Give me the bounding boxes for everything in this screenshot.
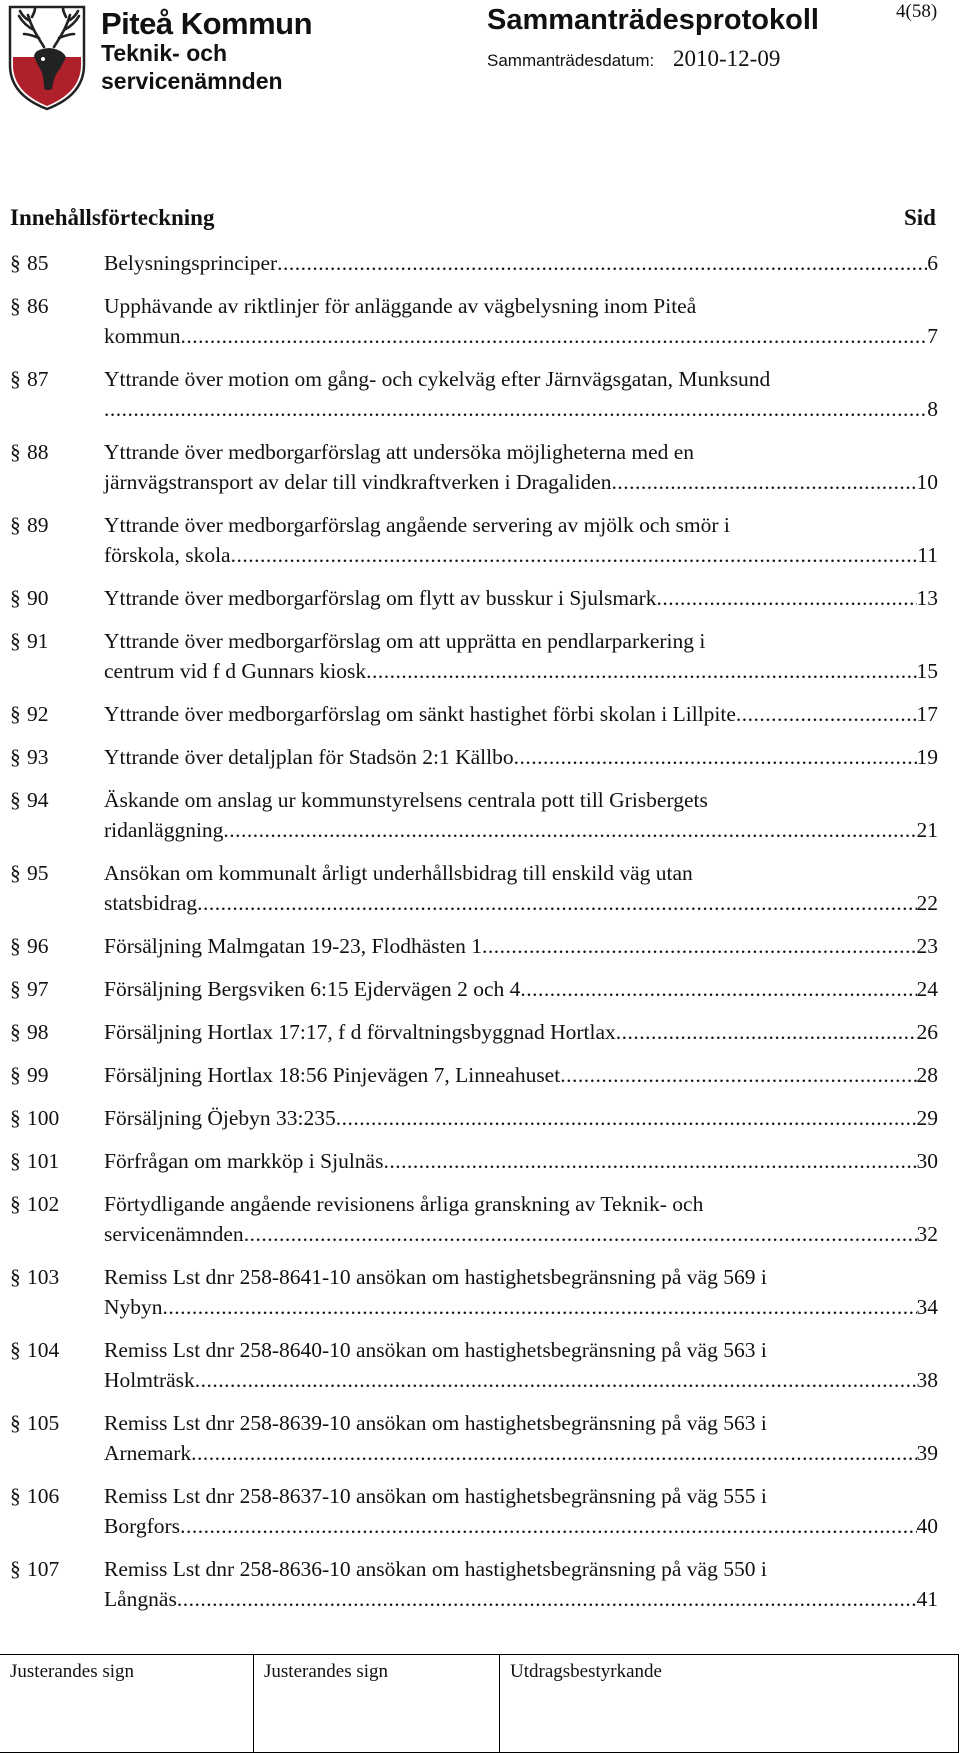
toc-entry-number: 99 [27,1063,49,1087]
toc-entry-title-line: Remiss Lst dnr 258-8639-10 ansökan om hastighetsbegränsning på väg 563 i [104,1411,767,1435]
dot-leader [514,742,917,772]
toc-entry-number: 101 [27,1149,60,1173]
toc-entry-page: 41 [916,1587,938,1611]
toc-entry[interactable] [0,1262,960,1322]
toc-entry-title: Förfrågan om markköp i Sjulnäs [104,1149,384,1173]
toc-entry-number: 92 [27,702,49,726]
toc-page-column-label: Sid [904,205,936,230]
toc-entry[interactable] [0,364,960,424]
toc-entry-title-line: Remiss Lst dnr 258-8641-10 ansökan om hastighetsbegränsning på väg 569 i [104,1265,767,1289]
toc-entry[interactable] [0,248,960,278]
toc-entry[interactable] [0,931,960,961]
dot-leader [611,467,916,497]
toc-entry[interactable] [0,1554,960,1614]
dot-leader [231,540,918,570]
dot-leader [366,656,916,686]
toc-entry-title: Försäljning Hortlax 18:56 Pinjevägen 7, Linneahuset [104,1063,561,1087]
dot-leader [180,1511,916,1541]
reindeer-coat-of-arms-icon [4,3,90,111]
toc-entry-title: servicenämnden [104,1222,244,1246]
toc-entry-number: 105 [27,1411,60,1435]
toc-entry[interactable] [0,510,960,570]
section-symbol: § [10,440,21,464]
toc-entry[interactable] [0,699,960,729]
toc-entry-page: 29 [916,1106,938,1130]
toc-entry-number: 98 [27,1020,49,1044]
meeting-date-label: Sammanträdesdatum: [487,51,655,70]
toc-entry-title: Försäljning Öjebyn 33:235 [104,1106,336,1130]
toc-entry-page: 19 [916,745,938,769]
toc-entry[interactable] [0,1408,960,1468]
toc-entry-title-line: Remiss Lst dnr 258-8636-10 ansökan om hastighetsbegränsning på väg 550 i [104,1557,767,1581]
toc-entry-title: Belysningsprinciper [104,251,278,275]
section-symbol: § [10,977,21,1001]
dot-leader [520,974,916,1004]
dot-leader [223,815,916,845]
toc-entry-title: Yttrande över detaljplan för Stadsön 2:1 Källbo [104,745,514,769]
toc-entry-title-line: Remiss Lst dnr 258-8637-10 ansökan om hastighetsbegränsning på väg 555 i [104,1484,767,1508]
toc-entry-page: 23 [916,934,938,958]
toc-entry-title: centrum vid f d Gunnars kiosk [104,659,367,683]
dot-leader [616,1017,917,1047]
toc-entry[interactable] [0,785,960,845]
dot-leader [177,1584,917,1614]
footer-cell-utdragsbestyrkande [500,1655,958,1752]
section-symbol: § [10,861,21,885]
toc-entry-page: 8 [927,397,938,421]
toc-entry-title: Försäljning Hortlax 17:17, f d förvaltningsbyggnad Hortlax [104,1020,616,1044]
section-symbol: § [10,1106,21,1130]
section-symbol: § [10,513,21,537]
toc-entry-title: järnvägstransport av delar till vindkraftverken i Dragaliden [104,470,612,494]
dot-leader [736,699,917,729]
toc-entry-number: 106 [27,1484,60,1508]
toc-entry[interactable] [0,1189,960,1249]
toc-entry-number: 103 [27,1265,60,1289]
toc-entry-page: 21 [916,818,938,842]
toc-entry-title: kommun [104,324,181,348]
toc-entry-title: Holmträsk [104,1368,195,1392]
section-symbol: § [10,1265,21,1289]
dot-leader [657,583,917,613]
section-symbol: § [10,629,21,653]
toc-entry-page: 28 [916,1063,938,1087]
signature-footer [0,1654,959,1753]
footer-label: Justerandes sign [10,1661,135,1682]
section-symbol: § [10,1020,21,1044]
toc-entry[interactable] [0,437,960,497]
toc-entry-title-line: Yttrande över medborgarförslag om att upprätta en pendlarparkering i [104,629,706,653]
toc-entry-title: ridanläggning [104,818,224,842]
footer-label: Utdragsbestyrkande [510,1661,662,1682]
toc-entry-title-line: Äskande om anslag ur kommunstyrelsens centrala pott till Grisbergets [104,788,708,812]
toc-entry[interactable] [0,1335,960,1395]
toc-entry[interactable] [0,1146,960,1176]
meeting-date-value: 2010-12-09 [673,46,781,71]
section-symbol: § [10,1411,21,1435]
toc-title: Innehållsförteckning [10,205,215,230]
toc-entry-number: 91 [27,629,49,653]
toc-entry-title-line: Yttrande över medborgarförslag angående servering av mjölk och smör i [104,513,730,537]
toc-entry-title-line: Upphävande av riktlinjer för anläggande av vägbelysning inom Piteå [104,294,697,318]
toc-entry-number: 97 [27,977,49,1001]
toc-entry-title: Yttrande över medborgarförslag om sänkt hastighet förbi skolan i Lillpite [104,702,736,726]
toc-entry-page: 11 [917,543,938,567]
dot-leader [104,394,927,424]
toc-entry-title-line: Förtydligande angående revisionens årliga granskning av Teknik- och [104,1192,704,1216]
toc-entry-page: 32 [916,1222,938,1246]
section-symbol: § [10,934,21,958]
dot-leader [277,248,927,278]
toc-entry-page: 30 [916,1149,938,1173]
toc-entry-number: 100 [27,1106,60,1130]
toc-entry-number: 102 [27,1192,60,1216]
section-symbol: § [10,294,21,318]
dot-leader [180,321,927,351]
department-name: Teknik- och servicenämnden [101,40,283,94]
dot-leader [383,1146,916,1176]
toc-entry-title: Försäljning Malmgatan 19-23, Flodhästen 1 [104,934,483,958]
toc-entry-page: 13 [916,586,938,610]
section-symbol: § [10,702,21,726]
dot-leader [191,1438,916,1468]
section-symbol: § [10,788,21,812]
toc-entry-number: 86 [27,294,49,318]
toc-entry[interactable] [0,974,960,1004]
toc-entry-title-line: Ansökan om kommunalt årligt underhållsbidrag till enskild väg utan [104,861,693,885]
toc-entry-number: 96 [27,934,49,958]
toc-entry-page: 26 [916,1020,938,1044]
dot-leader [560,1060,916,1090]
toc-entry-number: 85 [27,251,49,275]
toc-entry-title: Yttrande över medborgarförslag om flytt av busskur i Sjulsmark [104,586,657,610]
dot-leader [163,1292,917,1322]
section-symbol: § [10,367,21,391]
toc-entry-number: 107 [27,1557,60,1581]
page-number: 4(58) [896,1,938,22]
toc-entry-page: 24 [916,977,938,1001]
toc-entry-page: 10 [916,470,938,494]
toc-entry-title: Långnäs [104,1587,177,1611]
toc-entry[interactable] [0,742,960,772]
section-symbol: § [10,1557,21,1581]
toc-entry-page: 40 [916,1514,938,1538]
section-symbol: § [10,1484,21,1508]
dot-leader [197,888,916,918]
dot-leader [482,931,916,961]
dot-leader [244,1219,917,1249]
section-symbol: § [10,1192,21,1216]
toc-entry-title: Arnemark [104,1441,192,1465]
toc-entry-page: 15 [916,659,938,683]
toc-entry-title-line: Yttrande över motion om gång- och cykelväg efter Järnvägsgatan, Munksund [104,367,771,391]
toc-entry-title: statsbidrag [104,891,198,915]
toc-entry-number: 89 [27,513,49,537]
toc-entry[interactable] [0,1017,960,1047]
section-symbol: § [10,1063,21,1087]
toc-entry-number: 104 [27,1338,60,1362]
section-symbol: § [10,1149,21,1173]
toc-entry[interactable] [0,1481,960,1541]
organization-name: Piteå Kommun [101,6,313,41]
toc-entry-number: 93 [27,745,49,769]
section-symbol: § [10,251,21,275]
toc-entry-number: 88 [27,440,49,464]
toc-entry-number: 87 [27,367,49,391]
footer-cell-justerandes-sign-1 [0,1655,254,1752]
toc-entry[interactable] [0,1060,960,1090]
page-header [0,0,960,120]
footer-label: Justerandes sign [264,1661,389,1682]
toc-entry-number: 95 [27,861,49,885]
toc-entry-number: 90 [27,586,49,610]
dot-leader [336,1103,917,1133]
toc-entry-number: 94 [27,788,49,812]
toc-entry-title: Borgfors [104,1514,181,1538]
toc-entry-title-line: Yttrande över medborgarförslag att undersöka möjligheterna med en [104,440,695,464]
toc-entry[interactable] [0,626,960,686]
section-symbol: § [10,1338,21,1362]
section-symbol: § [10,745,21,769]
toc-entry-page: 34 [916,1295,938,1319]
dot-leader [195,1365,917,1395]
toc-entry-page: 6 [927,251,938,275]
toc-entry[interactable] [0,583,960,613]
toc-entry-title-line: Remiss Lst dnr 258-8640-10 ansökan om hastighetsbegränsning på väg 563 i [104,1338,767,1362]
toc-entry[interactable] [0,1103,960,1133]
toc-entry-page: 22 [916,891,938,915]
toc-entry[interactable] [0,291,960,351]
toc-entry-page: 38 [916,1368,938,1392]
toc-entry-page: 17 [916,702,938,726]
table-of-contents [0,248,960,1627]
section-symbol: § [10,586,21,610]
toc-entry-title: förskola, skola [104,543,231,567]
toc-entry-title: Nybyn [104,1295,163,1319]
toc-entry-page: 7 [927,324,938,348]
toc-entry-page: 39 [916,1441,938,1465]
toc-entry[interactable] [0,858,960,918]
document-title: Sammanträdesprotokoll [487,4,819,36]
toc-entry-title: Försäljning Bergsviken 6:15 Ejdervägen 2 och 4 [104,977,521,1001]
footer-cell-justerandes-sign-2 [254,1655,500,1752]
